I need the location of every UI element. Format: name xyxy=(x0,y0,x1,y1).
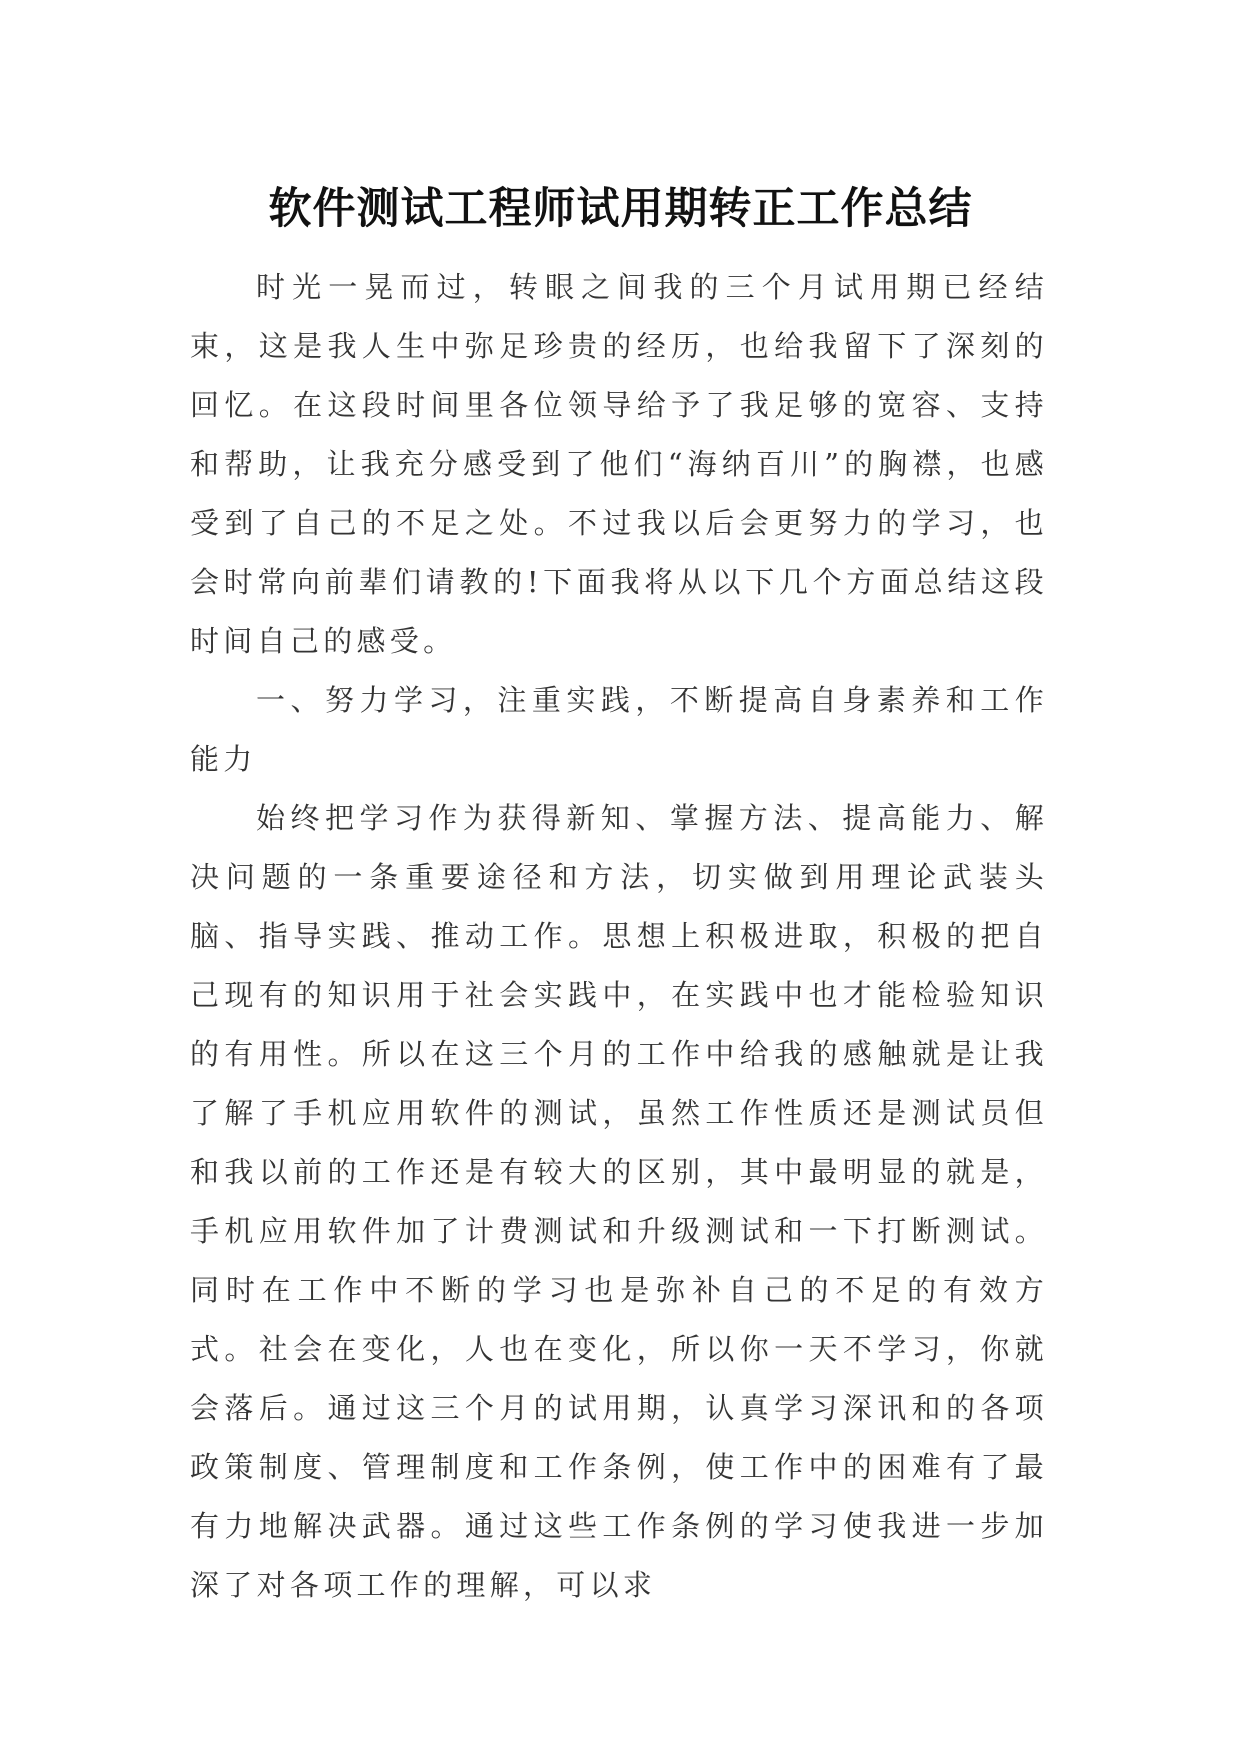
document-body xyxy=(190,258,1048,1615)
section-heading-1: 一、努力学习，注重实践，不断提高自身素养和工作能力 xyxy=(190,683,1048,776)
document-title: 软件测试工程师试用期转正工作总结 xyxy=(268,183,973,234)
paragraph-section-1: 始终把学习作为获得新知、掌握方法、提高能力、解决问题的一条重要途径和方法，切实做到用理论武装头脑、指导实践、推动工作。思想上积极进取，积极的把自己现有的知识用于社会实践中，在实践中也才能检验知识的有用性。所以在这三个月的工作中给我的感触就是让我了解了手机应用软件的测试，虽然工作性质还是测试员但和我以前的工作还是有较大的区别，其中最明显的就是，手机应用软件加了计费测试和升级测试和一下打断测试。同时在工作中不断的学习也是弥补自己的不足的有效方式。社会在变化，人也在变化，所以你一天不学习，你就会落后。通过这三个月的试用期，认真学习深讯和的各项政策制度、管理制度和工作条例，使工作中的困难有了最有力地解决武器。通过这些工作条例的学习使我进一步加深了对各项工作的理解，可以求 xyxy=(190,801,1048,1602)
paragraph-intro: 时光一晃而过，转眼之间我的三个月试用期已经结束，这是我人生中弥足珍贵的经历，也给我留下了深刻的回忆。在这段时间里各位领导给予了我足够的宽容、支持和帮助，让我充分感受到了他们“海纳百川”的胸襟，也感受到了自己的不足之处。不过我以后会更努力的学习，也会时常向前辈们请教的!下面我将从以下几个方面总结这段时间自己的感受。 xyxy=(190,270,1048,658)
